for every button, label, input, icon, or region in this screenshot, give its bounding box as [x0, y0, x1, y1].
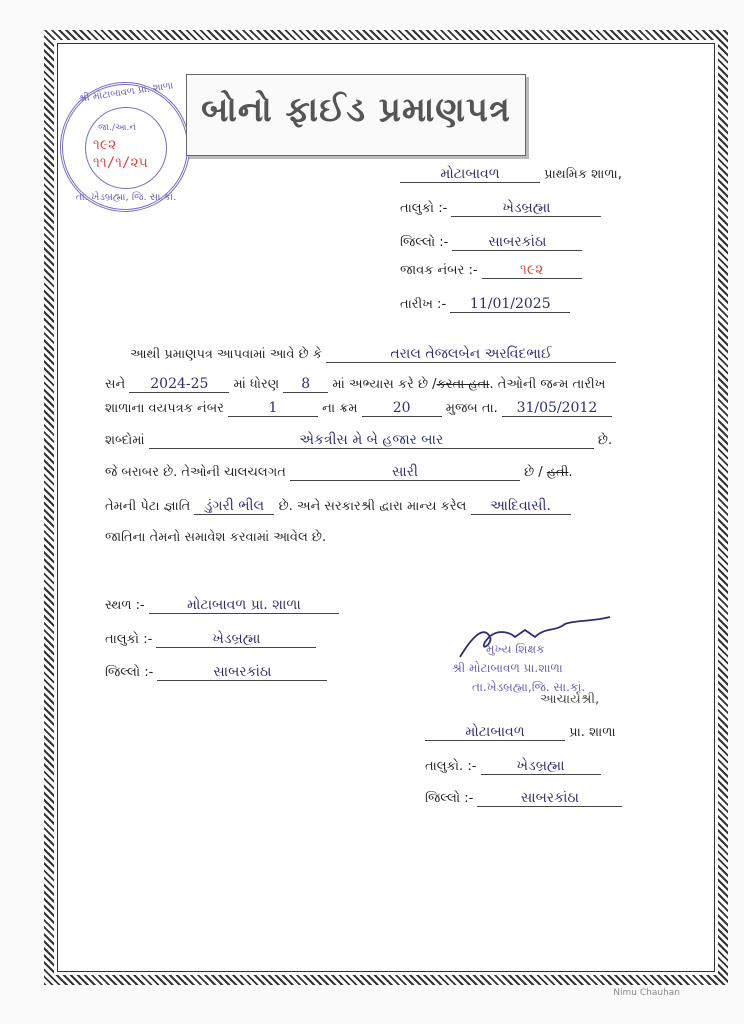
stamp-bottom-text: તા. ખેડબ્રહ્મા, જિ. સા.કાં.: [75, 192, 177, 203]
stamp-top-text: શ્રી મોટાબાવળ પ્રા. શાળા: [77, 80, 175, 105]
body-line-5: [105, 464, 573, 481]
outward-label: જાવક નંબર :-: [400, 263, 478, 278]
school-line: [400, 166, 622, 183]
taluka-value: ખેડબ્રહ્મા: [451, 200, 601, 217]
body-line-1: [130, 346, 616, 363]
footer-taluka-label: તાલુકો. :-: [425, 759, 477, 774]
date-label: તારીખ :-: [400, 297, 447, 312]
serial-number: 20: [362, 400, 442, 417]
taluka-line: [400, 200, 601, 217]
district-label: જિલ્લો :-: [400, 235, 449, 250]
body-line-3: [105, 400, 612, 417]
line-end: છે.: [597, 433, 613, 448]
struck-text-2: હતી: [546, 465, 569, 480]
year-prefix: સને: [105, 377, 126, 392]
title-box: [186, 74, 526, 156]
footer-note: Nimu Chauhan: [613, 988, 680, 998]
body-line-2: [105, 376, 605, 393]
outward-line: [400, 262, 582, 279]
conduct-value: સારી: [290, 464, 520, 481]
school-stamp: [60, 82, 190, 212]
subcaste-value: ડુંગરી ભીલ: [194, 498, 274, 515]
footer-school-line: [425, 724, 616, 741]
principal-label: આચાર્યશ્રી,: [540, 692, 600, 707]
in-words-label: શબ્દોમાં: [105, 433, 145, 448]
school-name: મોટાબાવળ: [400, 166, 540, 183]
place-line: [105, 597, 339, 614]
register-number: 1: [228, 400, 318, 417]
district-value: સાબરકાંઠા: [452, 234, 582, 251]
principal-stamp: [452, 640, 585, 697]
date-line: [400, 296, 570, 313]
body-line-6: [105, 498, 571, 515]
place-district-label: જિલ્લો :-: [105, 665, 154, 680]
student-name: તરાલ તેજલબેન અરવિંદભાઈ: [326, 346, 616, 363]
date-of-birth: 31/05/2012: [502, 400, 612, 417]
footer-district-value: સાબરકાંઠા: [477, 790, 622, 807]
govt-recognised-text: છે. અને સરકારશ્રી દ્વારા માન્ય કરેલ: [278, 499, 467, 514]
stamp-designation: મુખ્ય શિક્ષક: [486, 642, 545, 656]
dob-in-words: એકત્રીસ મે બે હજાર બાર: [149, 432, 594, 449]
certify-text: આથી પ્રમાણપત્ર આપવામાં આવે છે કે: [130, 347, 322, 362]
footer-school-suffix: પ્રા. શાળા: [569, 725, 616, 740]
std-label: માં ધોરણ: [233, 377, 280, 392]
struck-text-1: કરતા હતા: [436, 377, 490, 392]
certificate-title: બોનો ફાઈડ પ્રમાણપત્ર: [201, 90, 511, 130]
stamp-school: શ્રી મોટાબાવળ પ્રા.શાળા: [452, 661, 563, 675]
place-taluka-line: [105, 631, 316, 648]
serial-label: ના ક્રમ: [322, 401, 358, 416]
place-taluka-value: ખેડબ્રહ્મા: [156, 631, 316, 648]
studying-text: માં અભ્યાસ કરે છે /: [332, 377, 437, 392]
footer-district-label: જિલ્લો :-: [425, 791, 474, 806]
stamp-date: ૧૧/૧/૨૫: [93, 155, 148, 171]
subcaste-label: તેમની પેટા જ્ઞાતિ: [105, 499, 191, 514]
dob-intro: . તેઓની જન્મ તારીખ: [489, 377, 606, 392]
footer-district-line: [425, 790, 622, 807]
dob-label: મુજબ તા.: [445, 401, 498, 416]
body-line-4: [105, 432, 612, 449]
place-district-line: [105, 664, 327, 681]
footer-taluka-line: [425, 758, 601, 775]
standard: 8: [283, 376, 328, 393]
stamp-ref-label: જા./આ.નં: [98, 123, 137, 133]
stamp-address: તા.ખેડબ્રહ્મા,જિ. સા.કાં.: [472, 680, 586, 694]
footer-taluka-value: ખેડબ્રહ્મા: [481, 758, 601, 775]
date-value: 11/01/2025: [450, 296, 570, 313]
place-value: મોટાબાવળ પ્રા. શાળા: [149, 597, 339, 614]
register-label: શાળાના વયપત્રક નંબર: [105, 401, 224, 416]
category-value: આદિવાસી.: [471, 498, 571, 515]
footer-school-name: મોટાબાવળ: [425, 724, 565, 741]
body-line-7: [105, 530, 326, 545]
conduct-label: જે બરાબર છે. તેઓની ચાલચલગત: [105, 465, 286, 480]
taluka-label: તાલુકો :-: [400, 201, 448, 216]
inclusion-text: જાતિના તેમનો સમાવેશ કરવામાં આવેલ છે.: [105, 530, 327, 545]
place-taluka-label: તાલુકો :-: [105, 632, 153, 647]
school-suffix: પ્રાથમિક શાળા,: [544, 167, 622, 182]
place-district-value: સાબરકાંઠા: [157, 664, 327, 681]
stamp-ref-number: ૧૯૨: [93, 137, 117, 153]
outward-value: ૧૯૨: [482, 262, 582, 279]
period: .: [568, 465, 573, 480]
academic-year: 2024-25: [129, 376, 229, 393]
place-label: સ્થળ :-: [105, 598, 145, 613]
district-line: [400, 234, 582, 251]
conduct-suffix: છે /: [524, 465, 543, 480]
